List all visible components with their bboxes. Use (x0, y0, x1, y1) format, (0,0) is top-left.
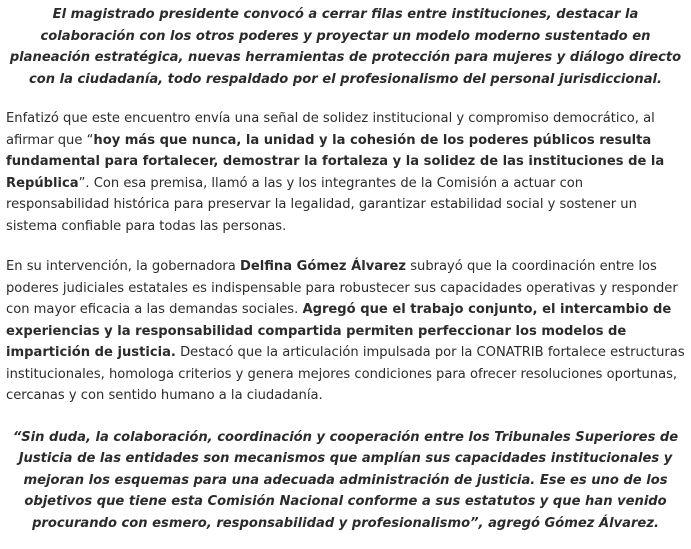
paragraph-text: ”. Con esa premisa, llamó a las y los integrantes de la Comisión a actuar con responsabilidad histórica para preservar la legalidad, garantizar estabilidad social y sostener un sistema confiable para todas las personas. (6, 175, 637, 234)
highlighted-quote: hoy más que nunca, la unidad y la cohesión de los poderes públicos resulta fundamental para fortalecer, demostrar la fortaleza y la solidez de las instituciones de la República (6, 132, 665, 191)
lead-paragraph: El magistrado presidente convocó a cerrar filas entre instituciones, destacar la colaboración con los otros poderes y proyectar un modelo moderno sustentado en planeación estratégica, nuevas herramientas de protección para mujeres y diálogo directo con la ciudadanía, todo respaldado por el profesionalismo del personal jurisdiccional. (9, 7, 682, 87)
paragraph-text: subrayó que la coordinación entre los poderes judiciales estatales es indispensable para robustecer sus capacidades operativas y responder con mayor eficacia a las demandas sociales. (6, 259, 678, 317)
paragraph-text: En su intervención, la gobernadora (6, 259, 240, 274)
closing-quote: “Sin duda, la colaboración, coordinación y cooperación entre los Tribunales Superiores de Justicia de las entidades son mecanismos que amplían sus capacidades institucionales y mejoran los esquemas para una adecuada administración de justicia. Ese es uno de los objetivos que tiene esta Comisión Nacional conforme a sus estatutos y que han venido procurando con esmero, responsabilidad y profesionalismo”, agregó Gómez Álvarez. (12, 429, 679, 531)
paragraph-text: Enfatizó que este encuentro envía una señal de solidez institucional y compromiso democrático, al afirmar que “ (6, 111, 655, 148)
paragraph-governor-intervention (6, 256, 685, 407)
paragraph-institutional-solidity (6, 108, 685, 237)
spacer (6, 90, 685, 108)
paragraph-text: Destacó que la articulación impulsada por la CONATRIB fortalece estructuras institucionales, homologa criterios y genera mejores condiciones para ofrecer resoluciones oportunas, cercanas y con sentido humano a la ciudadanía. (6, 345, 685, 403)
spacer (6, 407, 685, 427)
spacer (6, 237, 685, 256)
highlighted-statement: Agregó que el trabajo conjunto, el intercambio de experiencias y la responsabilidad compartida permiten perfeccionar los modelos de impartición de justicia. (6, 302, 672, 360)
governor-name: Delfina Gómez Álvarez (239, 259, 407, 274)
